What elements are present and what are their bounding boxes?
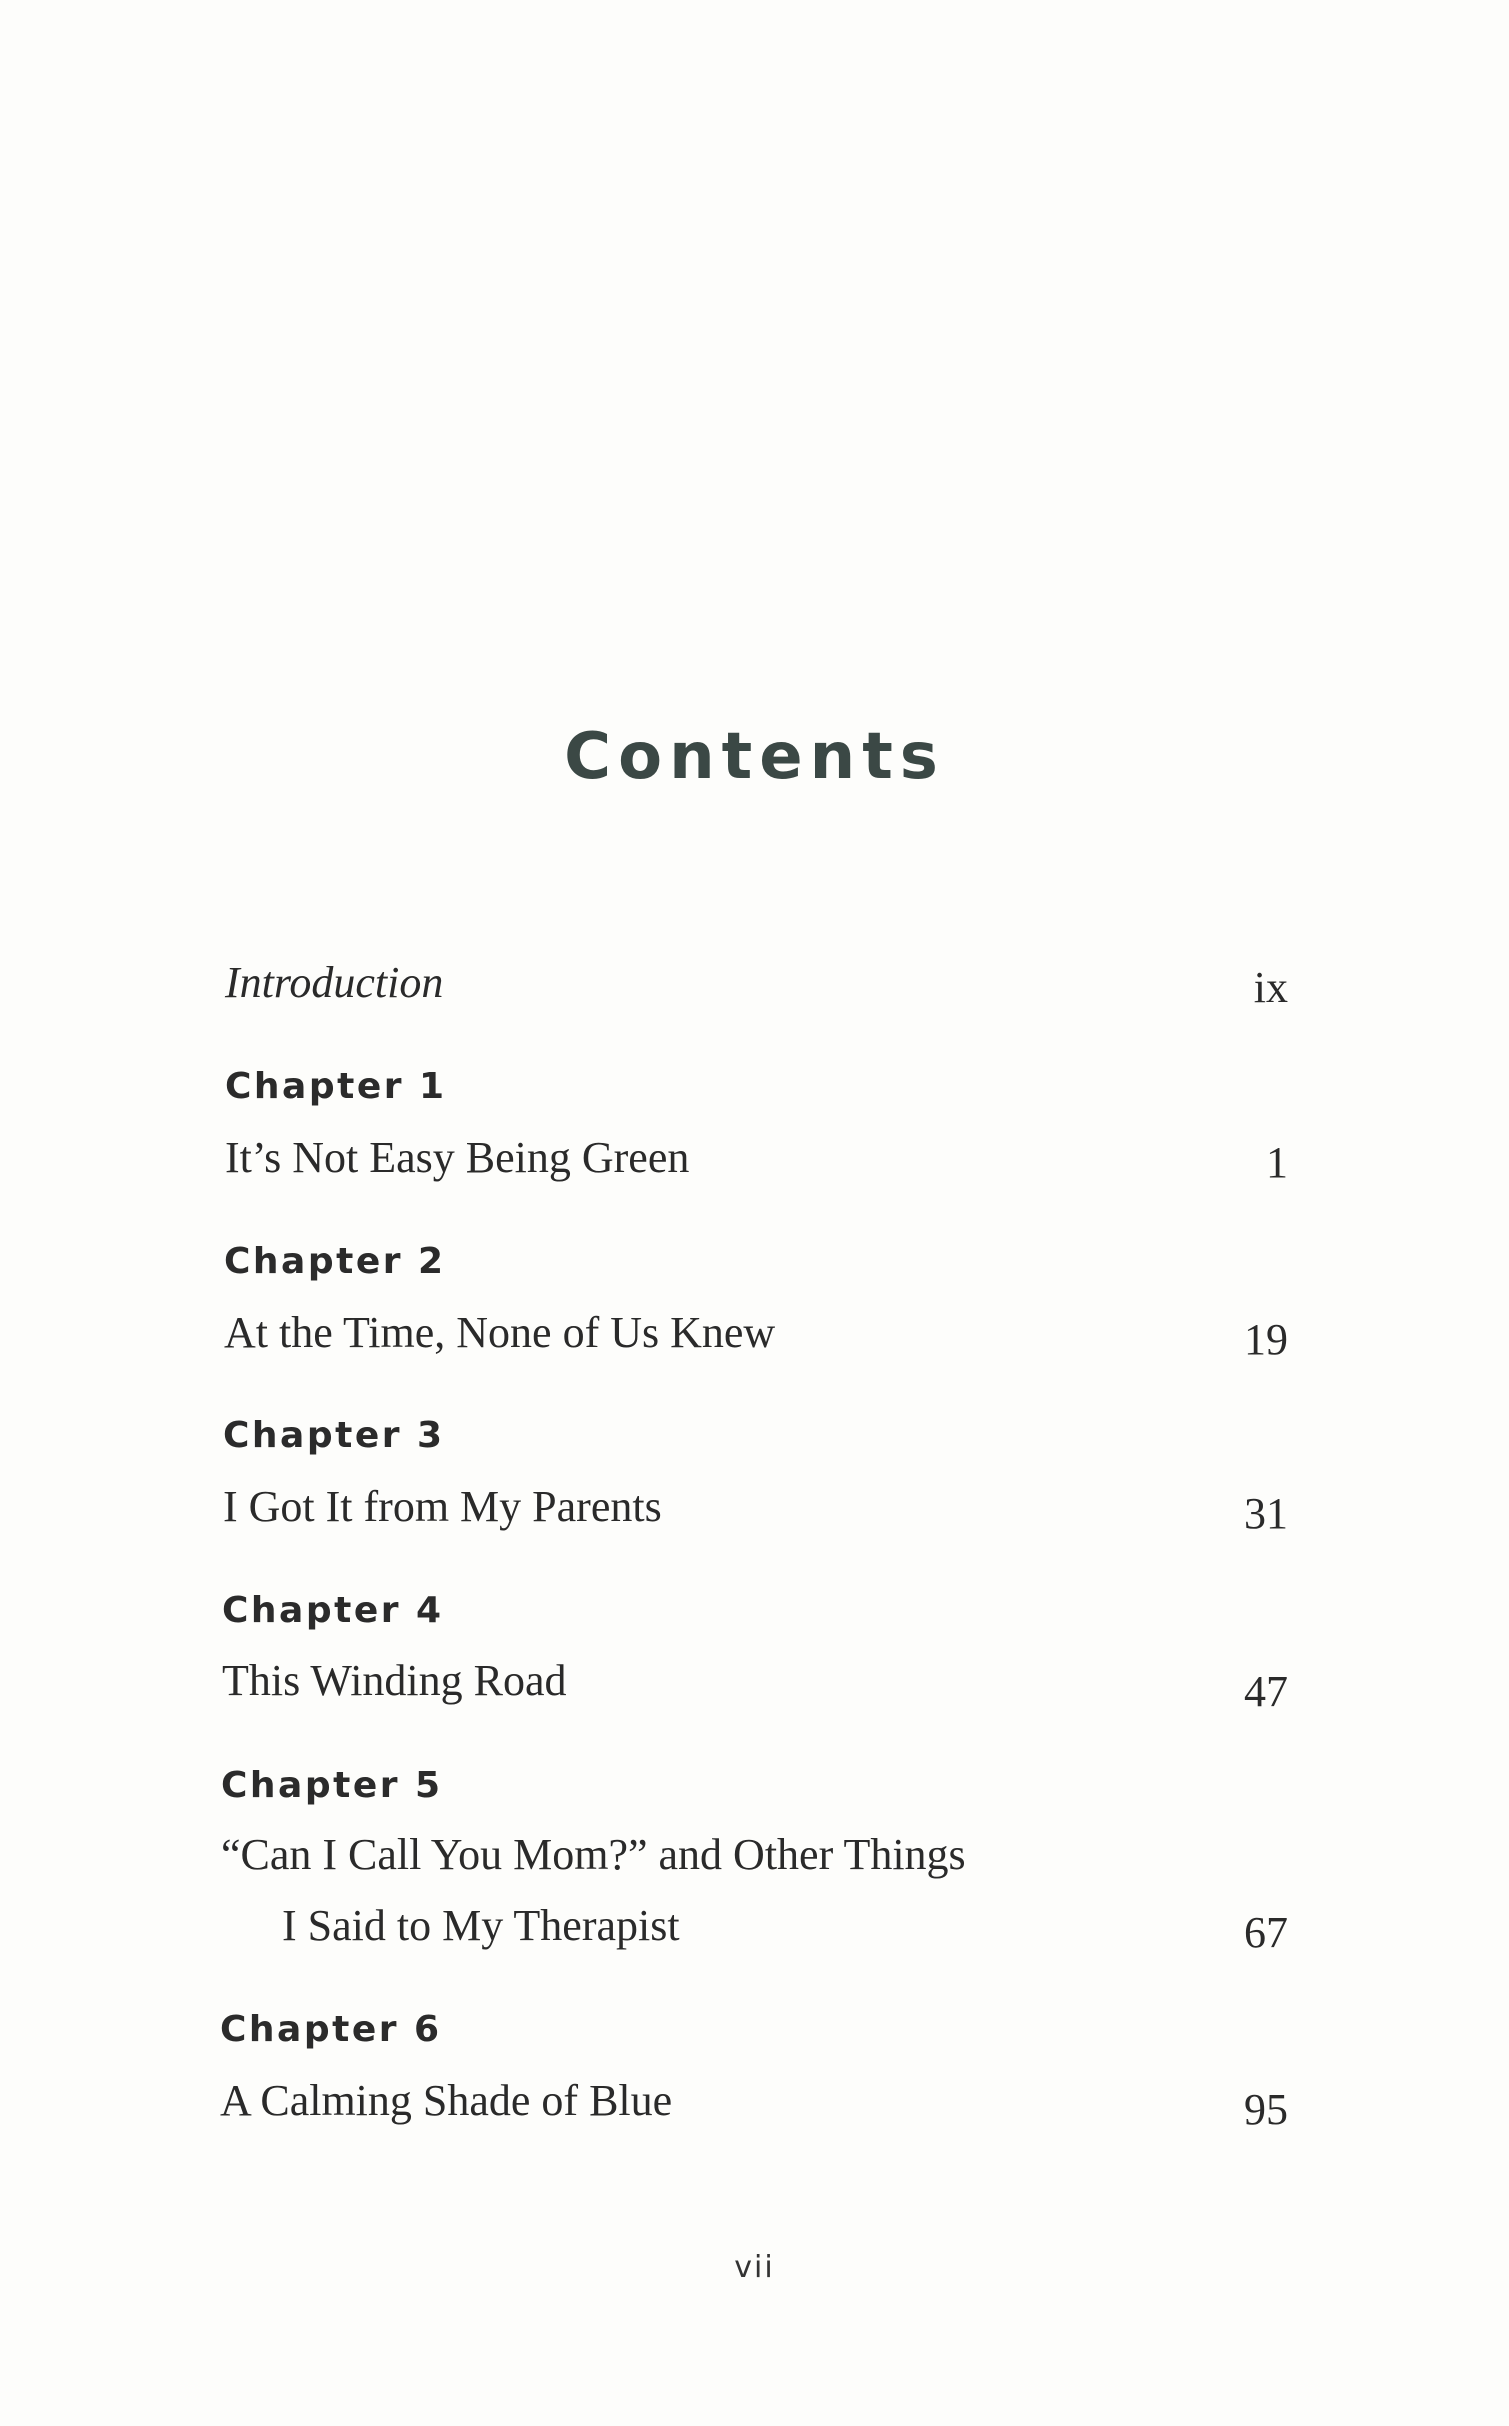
chapter-6-heading: Chapter 6 xyxy=(220,2009,442,2050)
chapter-3-page: 31 xyxy=(1244,1489,1288,1538)
chapter-2-heading: Chapter 2 xyxy=(224,1241,446,1282)
chapter-3-title: I Got It from My Parents xyxy=(223,1482,662,1531)
page-number-folio: vii xyxy=(734,2250,775,2285)
chapter-5-heading: Chapter 5 xyxy=(221,1765,443,1806)
chapter-3-heading: Chapter 3 xyxy=(223,1415,445,1456)
page-title: Contents xyxy=(564,720,945,794)
chapter-5-title-continued: I Said to My Therapist xyxy=(282,1901,680,1950)
chapter-2-page: 19 xyxy=(1244,1315,1288,1364)
chapter-4-title: This Winding Road xyxy=(222,1656,567,1705)
chapter-2-title: At the Time, None of Us Knew xyxy=(224,1308,776,1357)
chapter-1-heading: Chapter 1 xyxy=(225,1066,447,1107)
chapter-1-page: 1 xyxy=(1266,1138,1288,1187)
chapter-4-page: 47 xyxy=(1244,1667,1288,1716)
chapter-1-title: It’s Not Easy Being Green xyxy=(225,1133,690,1182)
chapter-5-page: 67 xyxy=(1244,1908,1288,1957)
toc-introduction-page: ix xyxy=(1253,963,1288,1012)
toc-introduction-label: Introduction xyxy=(225,958,444,1007)
chapter-4-heading: Chapter 4 xyxy=(222,1590,444,1631)
chapter-6-title: A Calming Shade of Blue xyxy=(220,2076,673,2125)
chapter-6-page: 95 xyxy=(1244,2085,1288,2134)
chapter-5-title: “Can I Call You Mom?” and Other Things xyxy=(221,1830,966,1879)
